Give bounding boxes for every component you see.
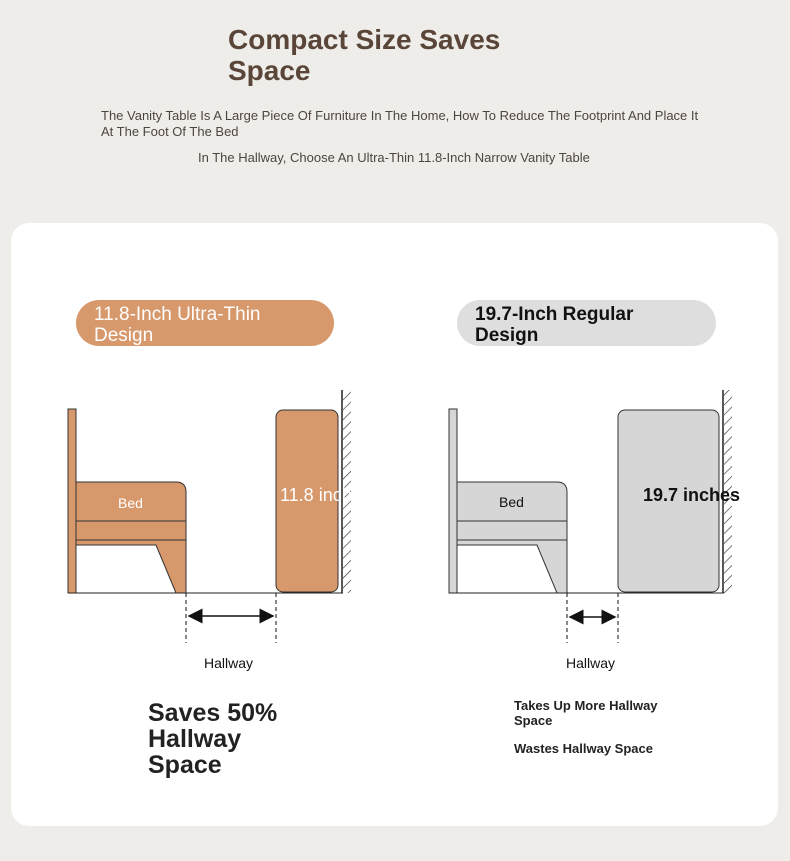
measure-label-right: 19.7 inches: [643, 485, 741, 505]
regular-design-pill: 19.7-Inch Regular Design: [457, 300, 716, 346]
measure-label-left: 11.8 inches: [280, 485, 371, 505]
page-title: Compact Size Saves Space: [228, 24, 501, 86]
left-diagram: [68, 390, 351, 643]
note-more-space: Takes Up More Hallway Space: [514, 698, 658, 728]
hallway-label-right: Hallway: [566, 655, 616, 671]
bed-label-right: Bed: [499, 494, 524, 510]
right-diagram: [449, 390, 732, 643]
note-wastes-space: Wastes Hallway Space: [514, 741, 653, 756]
intro-subtext: In The Hallway, Choose An Ultra-Thin 11.8-Inch Narrow Vanity Table: [198, 150, 590, 165]
bed-label-left: Bed: [118, 495, 143, 511]
hallway-label-left: Hallway: [204, 655, 254, 671]
savings-result: Saves 50% Hallway Space: [148, 699, 278, 779]
ultra-thin-design-pill: 11.8-Inch Ultra-Thin Design: [76, 300, 334, 346]
intro-text: The Vanity Table Is A Large Piece Of Furniture In The Home, How To Reduce The Footprint And Place It At The Foot Of The Bed: [101, 108, 699, 139]
headboard-right: [449, 409, 457, 593]
headboard-left: [68, 409, 76, 593]
